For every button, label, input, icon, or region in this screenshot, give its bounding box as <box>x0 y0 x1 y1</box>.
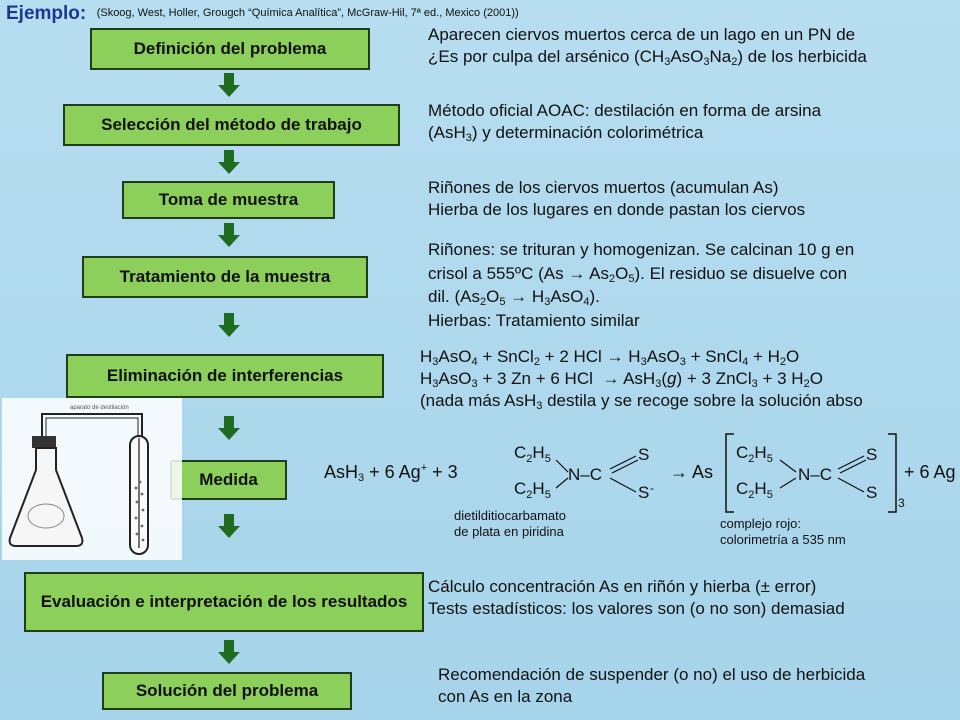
description-treatment: Riñones: se trituran y homogenizan. Se calcinan 10 g en crisol a 555ºC $(As \to As_2O_5)$. El residuo se disuelve con dil. $(As_2O_5 \to H_3AsO_4)$. Hierbas: Tratamiento similar <box>428 240 855 330</box>
svg-text:-: - <box>650 481 654 495</box>
description-problem: Aparecen ciervos muertos cerca de un lago en un PN de ¿Es por culpa del arsénico $(CH_3AsO_3Na_2)$ de los herbicida <box>428 25 867 68</box>
svg-text:N–C: N–C <box>798 465 833 484</box>
product-structure <box>722 430 902 516</box>
svg-text:C2H5: $C_2H_5$ <box>736 479 773 501</box>
down-arrow-icon <box>218 73 240 97</box>
apparatus-label: aparato de destilación <box>70 405 129 411</box>
step-problem-solution: Solución del problema <box>102 672 352 710</box>
svg-text:C2H5: $C_2H_5$ <box>514 443 551 465</box>
example-label: Ejemplo: <box>6 3 87 24</box>
description-evaluation: Cálculo concentración As en riñón y hierba (± error) Tests estadísticos: los valores son (o no son) demasiad <box>428 577 845 618</box>
product-subscript: 3 <box>898 496 905 510</box>
step-sample-treatment: Tratamiento de la muestra <box>82 256 368 298</box>
down-arrow-icon <box>218 313 240 337</box>
reaction-arrow-product: → As <box>670 462 714 482</box>
svg-text:N–C: N–C <box>568 465 603 484</box>
product-caption: complejo rojo: colorimetría a 535 nm <box>720 516 846 547</box>
svg-text:C2H5: $C_2H_5$ <box>736 443 773 465</box>
description-interferences: $H_3AsO_4$ + SnCl$_2$ + 2 HCl → $H_3AsO_3$ + SnCl$_4$ + $H_2O$ $H_3AsO_3 + 3$ Zn + 6 HCl → AsH$_3$(g) + 3 ZnCl$_3$ + 3 $H_2O$ (nada más AsH$_3$ destila y se recoge sobre la solución abso <box>420 347 863 412</box>
step-evaluation: Evaluación e interpretación de los resultados <box>24 572 424 632</box>
down-arrow-icon <box>218 514 240 538</box>
svg-text:S: S <box>638 483 650 502</box>
distillation-apparatus-image <box>2 398 182 560</box>
reaction-byproduct: + 6 Ag <box>904 462 956 482</box>
reagent-structure <box>508 436 678 508</box>
step-method-selection: Selección del método de trabajo <box>63 104 400 146</box>
description-sampling: Riñones de los ciervos muertos (acumulan As) Hierba de los lugares en donde pastan los ciervos <box>428 178 806 219</box>
svg-text:S: S <box>866 445 878 464</box>
step-measurement: Medida <box>170 460 287 500</box>
reference-text: (Skoog, West, Holler, Grougch “Química Analítica”, McGraw-Hil, 7ª ed., Mexico (2001)) <box>96 7 519 19</box>
header <box>6 3 519 25</box>
down-arrow-icon <box>218 223 240 247</box>
down-arrow-icon <box>218 150 240 174</box>
description-solution: Recomendación de suspender (o no) el uso de herbicida con As en la zona <box>438 665 866 706</box>
step-interference-removal: Eliminación de interferencias <box>66 354 384 398</box>
reaction-reactants: AsH$_3$ + 6 Ag+ + 3 <box>324 462 458 484</box>
step-problem-definition: Definición del problema <box>90 28 370 70</box>
svg-text:S: S <box>638 445 650 464</box>
svg-text:S: S <box>866 483 878 502</box>
svg-text:C2H5: $C_2H_5$ <box>514 479 551 501</box>
step-sampling: Toma de muestra <box>122 181 335 219</box>
down-arrow-icon <box>218 640 240 664</box>
down-arrow-icon <box>218 416 240 440</box>
reagent-caption: dietilditiocarbamato de plata en piridina <box>454 508 567 539</box>
description-method: Método oficial AOAC: destilación en forma de arsina (AsH$_3$) y determinación colorimétrica <box>428 101 822 144</box>
